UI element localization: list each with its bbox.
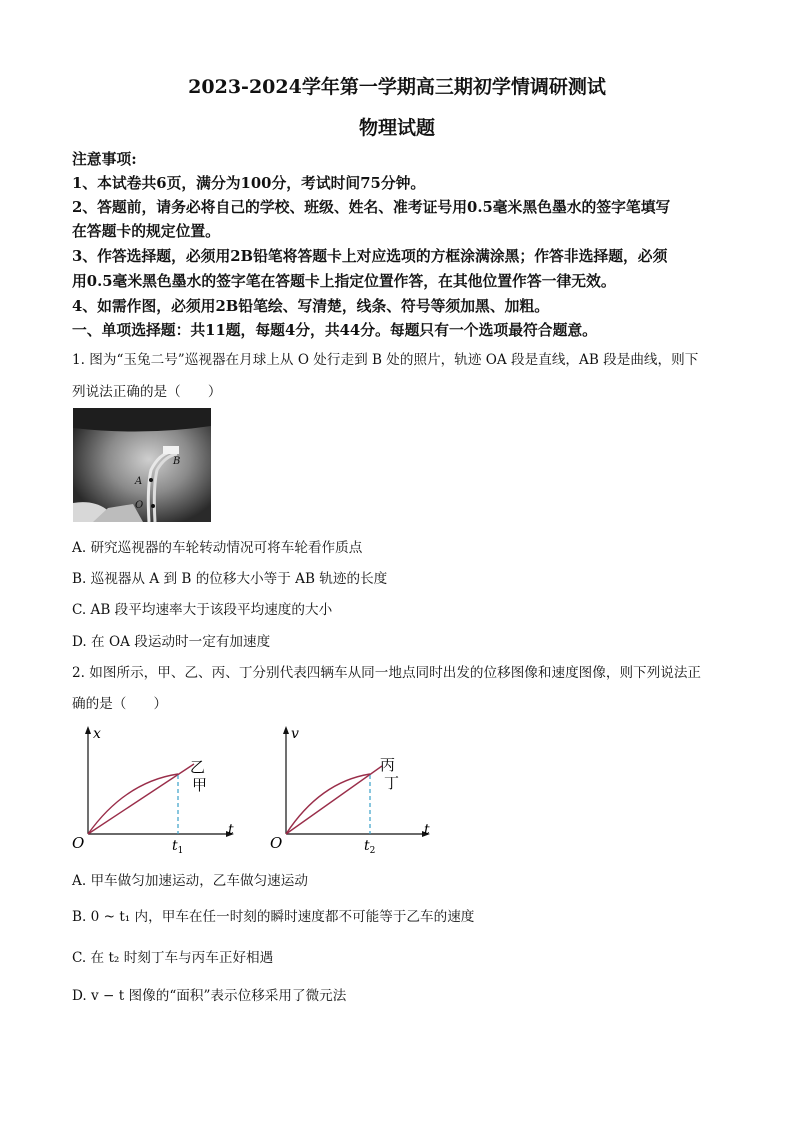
q2-option-b: B. 0 ~ t₁ 内，甲车在任一时刻的瞬时速度都不可能等于乙车的速度	[72, 909, 475, 925]
graph-x-t-label: t	[228, 822, 234, 838]
graph-x-y-label: x	[93, 726, 101, 742]
q2-option-a: A. 甲车做匀加速运动，乙车做匀速运动	[72, 873, 308, 889]
q1-stem-line-2: 列说法正确的是（ ）	[72, 384, 222, 400]
graph-x-tick-t1: $t_1$	[172, 838, 184, 856]
notes-heading: 注意事项:	[72, 151, 137, 168]
graph-v-y-arrow	[283, 726, 289, 734]
label-yi: 乙	[190, 758, 206, 776]
q1-option-c: C. AB 段平均速率大于该段平均速度的大小	[72, 602, 333, 618]
label-jia: 甲	[192, 776, 208, 794]
note-line-5: 用0.5毫米黑色墨水的签字笔在答题卡上指定位置作答，在其他位置作答一律无效。	[72, 273, 616, 290]
photo-label-o: O	[135, 500, 144, 511]
exam-subtitle: 物理试题	[358, 117, 435, 139]
graph-v-y-label: v	[291, 726, 299, 742]
photo-label-b: B	[173, 456, 181, 467]
graph-v-tick-t2: $t_2$	[364, 838, 376, 856]
label-ding: 丁	[384, 774, 400, 792]
q2-stem-line-2: 确的是（ ）	[72, 696, 168, 712]
graph-v-origin: O	[270, 834, 283, 852]
photo-label-a: A	[135, 476, 143, 487]
note-line-4: 3、作答选择题，必须用2B铅笔将答题卡上对应选项的方框涂满涂黑；作答非选择题，必须	[72, 248, 668, 265]
rover-track-photo	[73, 408, 211, 522]
position-time-graph	[70, 722, 250, 857]
velocity-time-graph	[268, 722, 448, 857]
q2-option-d: D. v − t 图像的“面积”表示位移采用了微元法	[72, 988, 347, 1004]
label-bing: 丙	[380, 756, 396, 774]
note-line-1: 1、本试卷共6页，满分为100分，考试时间75分钟。	[72, 175, 426, 192]
graph-v-t-label: t	[424, 822, 430, 838]
line-ding	[286, 766, 382, 834]
graph-x-origin: O	[72, 834, 85, 852]
q1-option-b: B. 巡视器从 A 到 B 的位移大小等于 AB 轨迹的长度	[72, 571, 388, 587]
exam-title: 2023-2024学年第一学期高三期初学情调研测试	[188, 76, 606, 98]
note-line-3: 在答题卡的规定位置。	[72, 223, 220, 240]
graph-x-y-arrow	[85, 726, 91, 734]
q2-stem-line-1: 2. 如图所示，甲、乙、丙、丁分别代表四辆车从同一地点同时出发的位移图像和速度图像，则下列说法正	[72, 665, 702, 681]
q1-option-d: D. 在 OA 段运动时一定有加速度	[72, 634, 271, 650]
q2-option-c: C. 在 t₂ 时刻丁车与丙车正好相遇	[72, 950, 274, 966]
section-heading: 一、单项选择题：共11题，每题4分，共44分。每题只有一个选项最符合题意。	[72, 322, 597, 339]
note-line-2: 2、答题前，请务必将自己的学校、班级、姓名、准考证号用0.5毫米黑色墨水的签字笔填写	[72, 199, 671, 216]
note-line-6: 4、如需作图，必须用2B铅笔绘、写清楚，线条、符号等须加黑、加粗。	[72, 298, 550, 315]
q1-option-a: A. 研究巡视器的车轮转动情况可将车轮看作质点	[72, 540, 363, 556]
q1-stem-line-1: 1. 图为“玉兔二号”巡视器在月球上从 O 处行走到 B 处的照片，轨迹 OA 段是直线，AB 段是曲线，则下	[72, 352, 699, 368]
